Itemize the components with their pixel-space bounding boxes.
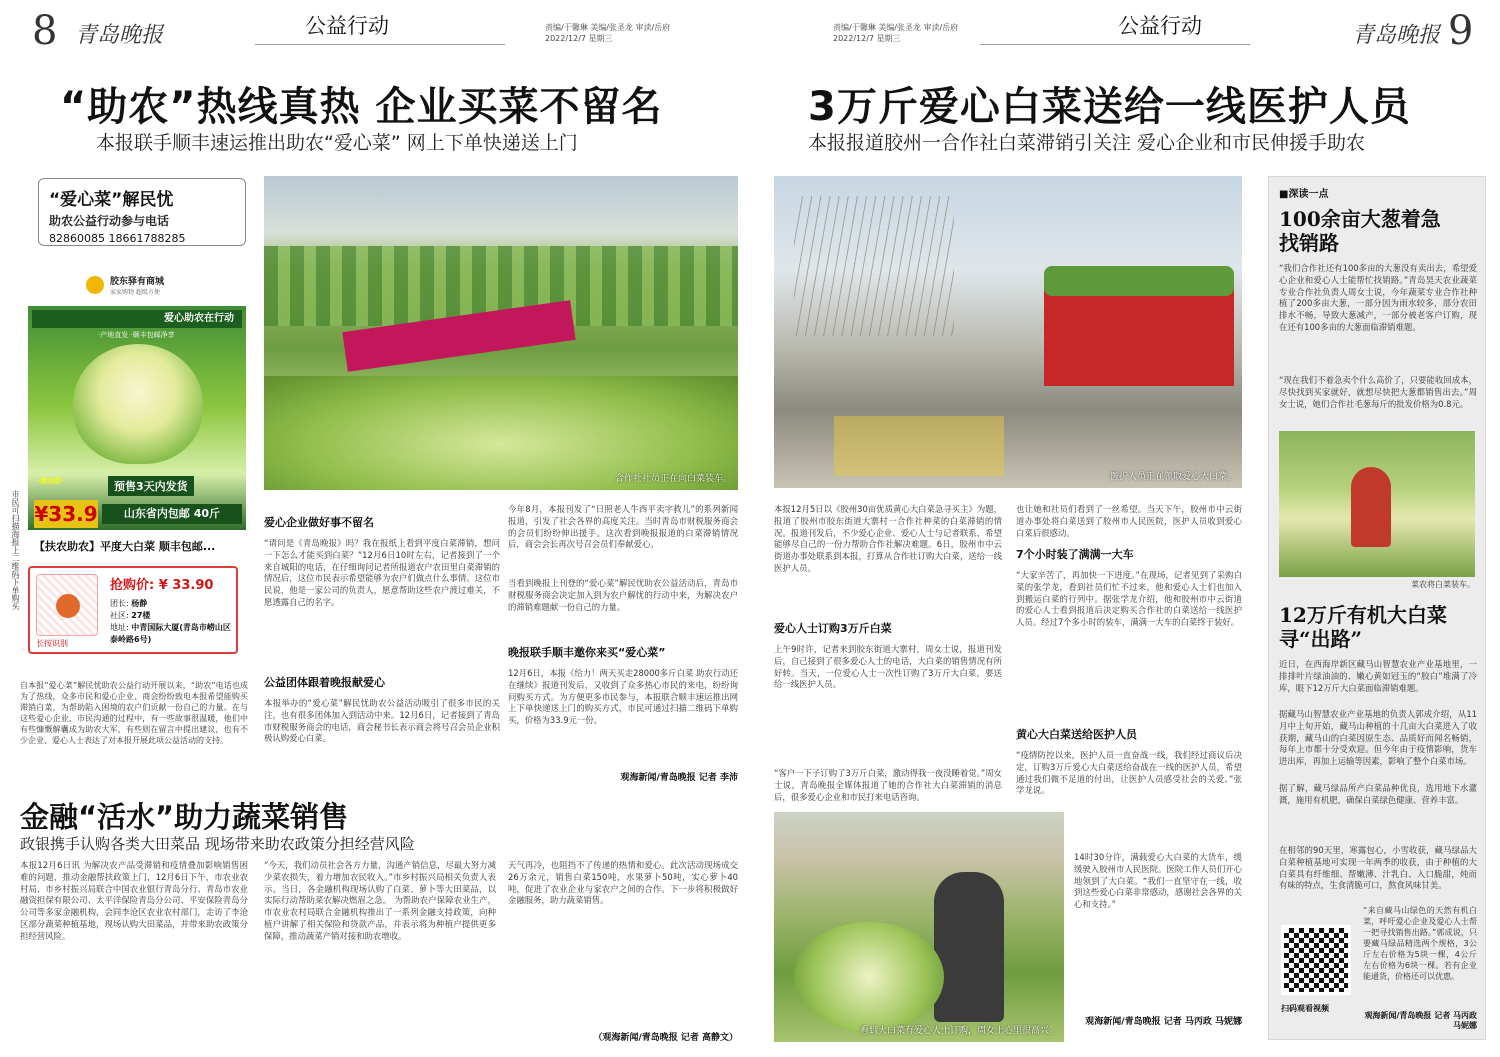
article-right-subhead-3: 黄心大白菜送给医护人员 bbox=[1016, 728, 1137, 741]
article-right-para-6: 14时30分许，满载爱心大白菜的大货车，缓缓驶入胶州市人民医院。医院工作人员们开心地领到了大白菜。“我们一直坚守在一线，收到这些爱心白菜非常感动，感谢社会各界的关心和支持。” bbox=[1074, 852, 1242, 910]
article-subhead-2: 公益团体跟着晚报献爱心 bbox=[264, 676, 385, 689]
hotline-phones: 82860085 18661788285 bbox=[49, 232, 186, 245]
sale-price: 抢购价: ¥ 33.90 bbox=[110, 578, 214, 593]
article-para-2: 本报举办的“爱心菜”解民忧助农公益活动吸引了很多市民的关注，也有很多团体加入到活动中来。12月6日，记者接到了青岛市财税服务商会的电话，商会秘书长表示商会将号召会员企业积极认购爱心白菜。 bbox=[264, 698, 500, 744]
sidebar-photo-caption: 菜农将白菜装车。 bbox=[1411, 580, 1475, 589]
article-right-subhead-2: 7个小时装了满满一大车 bbox=[1016, 548, 1134, 561]
sidebar-byline: 观海新闻/青岛晚报 记者 马丙政 马妮娜 bbox=[1364, 1011, 1477, 1030]
editors-right: 责编/于馨琳 美编/张圣龙 审读/岳府 2022/12/7 星期三 bbox=[833, 23, 959, 43]
poster-price: ¥33.9 bbox=[34, 502, 98, 526]
article-right-para-2: “客户一下子订购了3万斤白菜，激动得我一夜没睡着觉。”周女士说，青岛晚报全媒体报道了她的合作社大白菜滞销的消息后，很多爱心企业和市民打来电话咨询。 bbox=[774, 768, 1002, 802]
sidebar-headline-1: 100余亩大葱着急找销路 bbox=[1279, 207, 1441, 255]
main-photo-right-caption: 医护人员正在领取爱心大白菜。 bbox=[1109, 472, 1236, 482]
article-para-1: “请问是《青岛晚报》吗？我在报纸上看到平度白菜滞销，想问一下怎么才能买到白菜？”12月6日10时左右，记者接到了一个来自城阳的电话，在仔细询问记者所报道农户农田里白菜滞销的情况后，这位市民表示希望能够为农户们做点什么事情。这位市民说，他是一家公司的负责人，愿意帮助这些农户渡过难关，不愿透露自己的名字。 bbox=[264, 538, 500, 607]
page-number-left: 8 bbox=[32, 8, 58, 54]
article-right-para-4: “大家辛苦了，再加快一下进度。”在现场，记者见到了采购白菜的张学龙，看到社员们忙不过来，他和爱心人士们也加入到搬运白菜的行列中。据张学龙介绍，他和胶州市中云街道的爱心人士看到报道后决定购买合作社的白菜送给一线医护人员。经过7个多小时的装车，满满一大车的白菜终于装好。 bbox=[1016, 570, 1242, 628]
finance-para-4: 天气再冷，也阻挡不了传递的热情和爱心。此次活动现场成交26万余元，销售白菜150吨，水果萝卜50吨，实心萝卜40吨，促进了农业企业与家农户之间的合作。下一步将积极做好金融服务，助力蔬菜销售。 bbox=[508, 860, 738, 906]
paper-name-left: 青岛晚报 bbox=[75, 23, 164, 48]
poster-banner: 爱心助农在行动 bbox=[32, 310, 242, 328]
article-para-4: 当看到晚报上刊登的“爱心菜”解民忧助农公益活动后，青岛市财税服务商会决定加入到为农户解忧的行动中来，为解决农户的滞销难题献一份自己的力量。 bbox=[508, 578, 738, 612]
main-photo-right bbox=[774, 176, 1242, 488]
group-info: 团长: 杨静 社区: 27楼 地址: 中青国际大厦(青岛市崂山区泰岭路6号) bbox=[110, 599, 231, 644]
truck-cabbages bbox=[1044, 266, 1234, 296]
sidebar-para-7: “来自藏马山绿色的天然有机白菜，呼吁爱心企业及爱心人士帮一把寻找销售出路。”郭成说，只要藏马绿品精选两个规格，3公斤左右价格为5块一棵，4公斤左右价格为6块一棵。若有企业能通货，价格还可以优惠。 bbox=[1363, 906, 1477, 981]
cabbage-poster bbox=[28, 306, 246, 530]
cabbage-field bbox=[794, 922, 944, 1032]
scan-vertical-note: 市民可扫描海报上二维码下单购买 bbox=[11, 490, 20, 610]
hotline-subtitle: 助农公益行动参与电话 bbox=[49, 214, 170, 228]
article-right-col2 bbox=[1016, 504, 1242, 830]
article-left-col2 bbox=[508, 504, 738, 783]
article-byline-right: 观海新闻/青岛晚报 记者 马丙政 马妮娜 bbox=[1085, 1017, 1242, 1027]
subhead-left: 本报联手顺丰速运推出助农“爱心菜” 网上下单快递送上门 bbox=[96, 132, 578, 154]
article-right-para-0: 本报12月5日以《胶州30亩优质黄心大白菜急寻买主》为题，报道了胶州市胶东街道大寨村一合作社种菜的白菜滞销的情况。报道刊发后，不少爱心企业、爱心人士与记者联系，希望能够尽自己的一份力帮助合作社解决难题。6日，胶州市中云街道办事处联系到本报，打算从合作社订购大白菜，送给一线医护人员。 bbox=[774, 504, 1002, 573]
bare-trees bbox=[794, 196, 954, 336]
lower-photo-right-caption: 看到大白菜有爱心人士订购，周女士心里很高兴。 bbox=[859, 1026, 1058, 1036]
sidebar-qr-caption: 扫码观看视频 bbox=[1281, 1004, 1329, 1013]
shop-subname: 家家购物 超级方便 bbox=[110, 289, 160, 296]
scan-note: 长按识别 bbox=[36, 639, 68, 648]
article-right-para-3: 也让她和社员们看到了一丝希望。当天下午，胶州市中云街道办事处将白菜送到了胶州市人民医院，医护人员收到爱心白菜后很感动。 bbox=[1016, 504, 1242, 538]
side-note-left: 自本报“爱心菜”解民忧助农公益行动开展以来，“助农”电话也成为了热线，众多市民和爱心企业、商会纷纷致电本报希望能购买滞销白菜，为帮助陷入困境的农户们贡献一份自己的力量。在与这些爱心企业、市民沟通的过程中，有一些故事很温暖，他们中有些慷慨解囊成为助农大军，有些则在留言中提出建议，也有不少企业、爱心人士表达了对本报开展此项公益活动的支持。 bbox=[20, 681, 248, 745]
lower-photo-right bbox=[774, 812, 1064, 1042]
article-right-para-5: “疫情防控以来，医护人员一直奋战一线，我们经过商议后决定，订购3万斤爱心大白菜送给奋战在一线的医护人员，希望通过我们微不足道的付出，让医护人员感受社会的关爱。”张学龙说。 bbox=[1016, 750, 1242, 796]
price-label: ·助农价· bbox=[38, 477, 65, 485]
section-title-right: 公益行动 bbox=[1118, 14, 1202, 38]
sidebar-para-4: 据藏马山智慧农业产业基地的负责人郭成介绍，从11月中上旬开始，藏马山种植的十几亩大白菜进入了收获期，藏马山的白菜因原生态、品质好而闻名畅销，每年上市都十分受欢迎。但今年由于疫情影响，货车进出库，再加上运输等因素，影响了整个白菜市场。 bbox=[1279, 709, 1477, 767]
editors-left: 责编/于馨琳 美编/张圣龙 审读/岳府 2022/12/7 星期三 bbox=[545, 23, 671, 43]
presale-note: 预售3天内发货 bbox=[108, 476, 194, 496]
paper-name-right: 青岛晚报 bbox=[1352, 23, 1441, 48]
yellow-path bbox=[834, 416, 1004, 476]
article-right-para-1: 上午9时许，记者来到胶东街道大寨村，周女士说，报道刊发后，自己接到了很多爱心人士的电话，大白菜的销售情况有所好转。当天，一位爱心人士一次性订购了3万斤大白菜，要送给一线医护人员。 bbox=[774, 644, 1002, 690]
sidebar-photo bbox=[1279, 431, 1475, 577]
headline-right: 3万斤爱心白菜送给一线医护人员 bbox=[808, 84, 1411, 130]
article-subhead-3: 晚报联手顺丰邀你来买“爱心菜” bbox=[508, 646, 666, 659]
finance-headline: 金融“活水”助力蔬菜销售 bbox=[20, 800, 349, 834]
sidebar-photo-figure bbox=[1351, 467, 1391, 547]
finance-para-2: “今天，我们动员社会各方力量，沟通产销信息，尽最大努力减少菜农损失，着力增加农民收入。”市乡村振兴局相关负责人表示。当日，各金融机构现场认购了白菜、萝卜等大田菜品，以实际行动帮助菜农解决燃眉之急。 为帮助农户保障农业生产，市农业农村局联合金融机构推出了一系列金融支持政策，向种植户讲解了相关保险和贷款产品，并表示将为种植户提供更多保障，推动蔬菜产销对接和助农增收。 bbox=[264, 860, 496, 941]
shipping-note: 山东省内包邮 40斤 bbox=[102, 504, 242, 524]
hotline-box bbox=[38, 178, 246, 246]
shop-logo-row bbox=[26, 270, 248, 300]
article-right-col1 bbox=[774, 504, 1002, 834]
shop-ad bbox=[26, 270, 248, 532]
subhead-right: 本报报道胶州一合作社白菜滞销引关注 爱心企业和市民伸援手助农 bbox=[808, 132, 1366, 154]
sidebar-headline-2: 12万斤有机大白菜寻“出路” bbox=[1279, 603, 1447, 651]
article-para-3: 今年8月，本报刊发了“日照老人牛西平卖字救儿”的系列新闻报道，引发了社会各界的高度关注。当时青岛市财税服务商会的会员们纷纷伸出援手。这次看到晚报报道的白菜滞销情况后，商会会长再次号召会员们奉献爱心。 bbox=[508, 504, 738, 550]
sidebar-para-1: “我们合作社还有100多亩的大葱没有卖出去，希望爱心企业和爱心人士能帮忙找销路。”青岛昊天农业蔬菜专业合作社负责人周女士说，今年蔬菜专业合作社种植了200多亩大葱，一部分因为雨水较多，部分农田排水不畅，导致大葱减产，一部分被老客户订购，现在还有100多亩的大葱面临滞销难题。 bbox=[1279, 263, 1477, 332]
article-right-subhead-1: 爱心人士订购3万斤白菜 bbox=[774, 622, 892, 635]
group-buy-card bbox=[28, 566, 238, 654]
qr-code-icon[interactable] bbox=[36, 574, 98, 636]
section-rule-left bbox=[255, 44, 505, 45]
sidebar-para-3: 近日，在西海岸新区藏马山智慧农业产业基地里，一排排叶片绿油油的、嫩心黄如冠玉的“胶白”堆满了冷库，眼下12万斤大白菜面临滞销难题。 bbox=[1279, 659, 1477, 693]
cabbage-image bbox=[73, 344, 203, 464]
page-number-right: 9 bbox=[1448, 8, 1474, 54]
poster-tags: ·产地直发 ·顺丰包邮净享 bbox=[98, 331, 175, 339]
finance-col3 bbox=[508, 860, 738, 1043]
finance-para-1: 本报12月6日讯 为解决农产品受滞销和疫情叠加影响销售困难的问题，推动金融帮扶政策上门，12月6日下午，市农业农村局、市乡村振兴局联合中国农业银行青岛分行、青岛市农业融资担保有限公司、太平洋保险青岛分公司、平安保险青岛分公司等多家金融机构，会同李沧区农业农村部门，走访了李沧区部分蔬菜种植基地，现场认购大田菜品，并带来助农政策分担经营风险。 bbox=[20, 860, 248, 941]
article-right-col3 bbox=[1074, 852, 1242, 1027]
deep-read-sidebar bbox=[1268, 176, 1486, 1040]
headline-left: “助农”热线真热 企业买菜不留名 bbox=[60, 84, 663, 130]
sidebar-para-6: 在相邻的90天里，寒露包心，小雪收获，藏马绿品大白菜种植基地可实现一年两季的收获，由于种植的大白菜具有纤维细、帮嫩薄、汁乳白、入口脆甜，炖而有味的特点，生食清脆可口，熬食风味甘美。 bbox=[1279, 845, 1477, 891]
section-rule-right bbox=[980, 44, 1250, 45]
article-subhead-1: 爱心企业做好事不留名 bbox=[264, 516, 374, 529]
sidebar-para-2: “现在我们不着急卖个什么高价了，只要能收回成本，尽快找到买家就好，就想尽快把大葱都销售出去。”周女士说，她们合作社毛葱每斤的批发价格为0.8元。 bbox=[1279, 375, 1477, 409]
shop-logo-icon bbox=[86, 276, 104, 294]
finance-byline: （观海新闻/青岛晚报 记者 高静文） bbox=[593, 1033, 738, 1043]
sidebar-para-5: 据了解，藏马绿品所产白菜品种优良，选用地下水灌溉，施用有机肥，确保白菜绿色健康、营养丰富。 bbox=[1279, 783, 1477, 805]
article-para-5: 12月6日，本报《给力！两天买走28000多斤白菜 助农行动还在继续》报道刊发后，又收到了众多热心市民的来电，纷纷询问购买方式。为方便更多市民参与，本报联合顺丰速运推出网上下单快递送上门的购买方式，市民可通过扫描二维码下单购买，价格为33.9元一份。 bbox=[508, 668, 738, 726]
sidebar-qr-code-icon[interactable] bbox=[1281, 925, 1351, 995]
article-byline-left: 观海新闻/青岛晚报 记者 李沛 bbox=[620, 773, 738, 783]
section-title-left: 公益行动 bbox=[305, 14, 389, 38]
hotline-title: “爱心菜”解民忧 bbox=[49, 190, 174, 210]
article-left-col1 bbox=[264, 514, 500, 808]
main-photo-left-caption: 合作社社员正在向白菜装车。 bbox=[614, 474, 732, 484]
sidebar-label: ■深读一点 bbox=[1279, 189, 1329, 200]
farmer-figure bbox=[934, 872, 1004, 1022]
finance-subhead: 政银携手认购各类大田菜品 现场带来助农政策分担经营风险 bbox=[20, 835, 415, 853]
main-photo-left bbox=[264, 176, 738, 490]
product-title: 【扶农助农】平度大白菜 顺丰包邮... bbox=[34, 540, 216, 553]
shop-name: 胶东驿有商城 bbox=[110, 277, 165, 287]
qr-logo-icon bbox=[56, 594, 80, 618]
